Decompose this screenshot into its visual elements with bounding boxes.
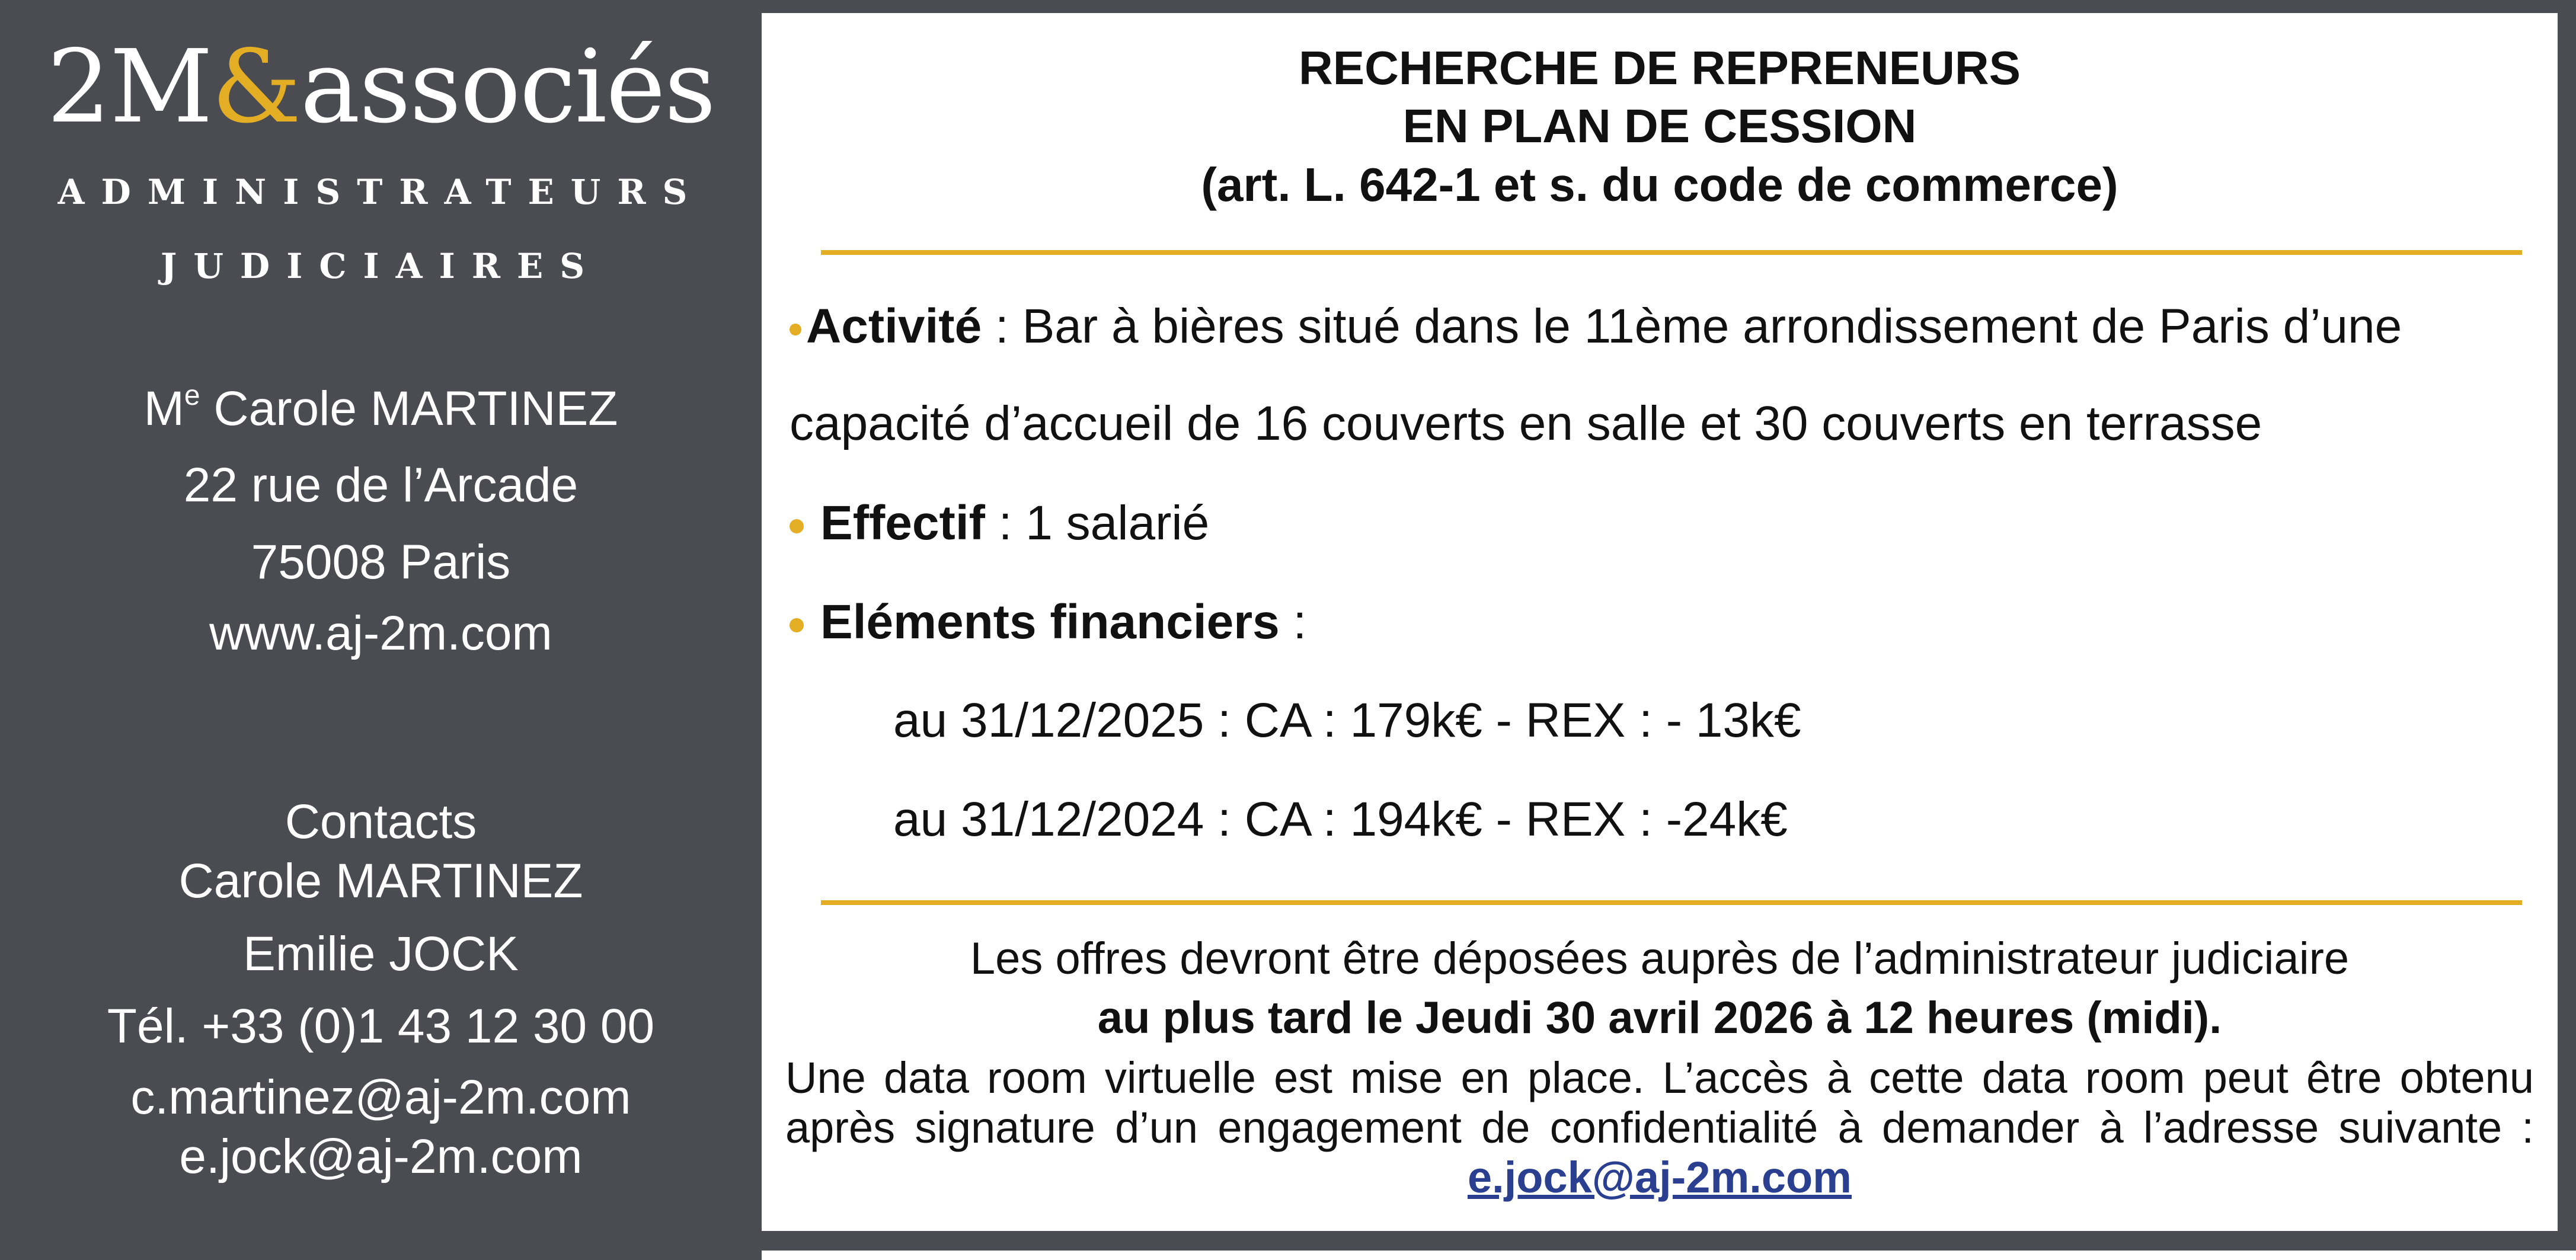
honorific-superscript: e — [184, 380, 200, 411]
bullet-icon — [790, 519, 804, 533]
contact-person-1: Carole MARTINEZ — [178, 854, 583, 908]
bullet-icon — [790, 618, 804, 632]
financials-label: Eléments financiers — [820, 595, 1280, 649]
staff-row — [790, 496, 1210, 550]
contact-name — [0, 379, 762, 437]
offers-line: Les offres devront être déposées auprès de l’administrateur judiciaire — [970, 933, 2350, 984]
title-line-3: (art. L. 642-1 et s. du code de commerce) — [1201, 158, 2118, 211]
staff-separator: : — [985, 496, 1026, 550]
title-line-1: RECHERCHE DE REPRENEURS — [1299, 41, 2021, 94]
financials-separator: : — [1279, 595, 1307, 649]
honorific: M — [143, 382, 184, 436]
phone-number[interactable]: Tél. +33 (0)1 43 12 30 00 — [107, 999, 655, 1053]
activity-label: Activité — [806, 299, 982, 353]
dataroom-text: Une data room virtuelle est mise en place. L’accès à cette data room peut être obtenu après signature d’un engagement de confidentialité à demander à l’adresse suivante : — [785, 1053, 2534, 1152]
activity-row — [790, 299, 2402, 353]
logo-ampersand: & — [212, 28, 301, 146]
logo-part-2m: 2M — [46, 28, 212, 146]
street-address: 22 rue de l’Arcade — [183, 458, 579, 512]
contact-person-2: Emilie JOCK — [243, 927, 519, 981]
title-line-2: EN PLAN DE CESSION — [1402, 100, 1917, 152]
activity-text-line1: Bar à bières situé dans le 11ème arrondissement de Paris d’une — [1022, 299, 2402, 353]
divider-bottom — [821, 900, 2522, 905]
tagline-judiciaires: JUDICIAIRES — [160, 246, 602, 286]
dataroom-email-link[interactable]: e.jock@aj-2m.com — [1468, 1153, 1852, 1202]
email-link-jock[interactable]: e.jock@aj-2m.com — [179, 1130, 583, 1184]
contacts-heading: Contacts — [285, 795, 477, 849]
company-logo — [0, 28, 762, 146]
bottom-strip — [762, 1251, 2576, 1260]
staff-text: 1 salarié — [1025, 496, 1210, 550]
dataroom-paragraph — [785, 1053, 2534, 1203]
city-address: 75008 Paris — [251, 535, 511, 589]
sidebar — [0, 0, 762, 1260]
financials-line-2025: au 31/12/2025 : CA : 179k€ - REX : - 13k€ — [893, 693, 1801, 747]
tagline-administrateurs: ADMINISTRATEURS — [57, 172, 704, 212]
email-link-martinez[interactable]: c.martinez@aj-2m.com — [130, 1070, 631, 1124]
activity-text-line2: capacité d’accueil de 16 couverts en salle et 30 couverts en terrasse — [790, 396, 2262, 450]
staff-label: Effectif — [820, 496, 985, 550]
website-link[interactable]: www.aj-2m.com — [209, 606, 552, 660]
financials-line-2024: au 31/12/2024 : CA : 194k€ - REX : -24k€ — [893, 792, 1788, 846]
logo-part-associes: associés — [300, 28, 715, 146]
deadline-line: au plus tard le Jeudi 30 avril 2026 à 12 heures (midi). — [1097, 993, 2222, 1043]
financials-row — [790, 595, 1307, 649]
contact-name-text: Carole MARTINEZ — [213, 382, 618, 436]
bullet-icon — [790, 324, 801, 335]
divider-top — [821, 250, 2522, 255]
announcement-panel — [762, 13, 2558, 1231]
activity-separator: : — [982, 299, 1022, 353]
